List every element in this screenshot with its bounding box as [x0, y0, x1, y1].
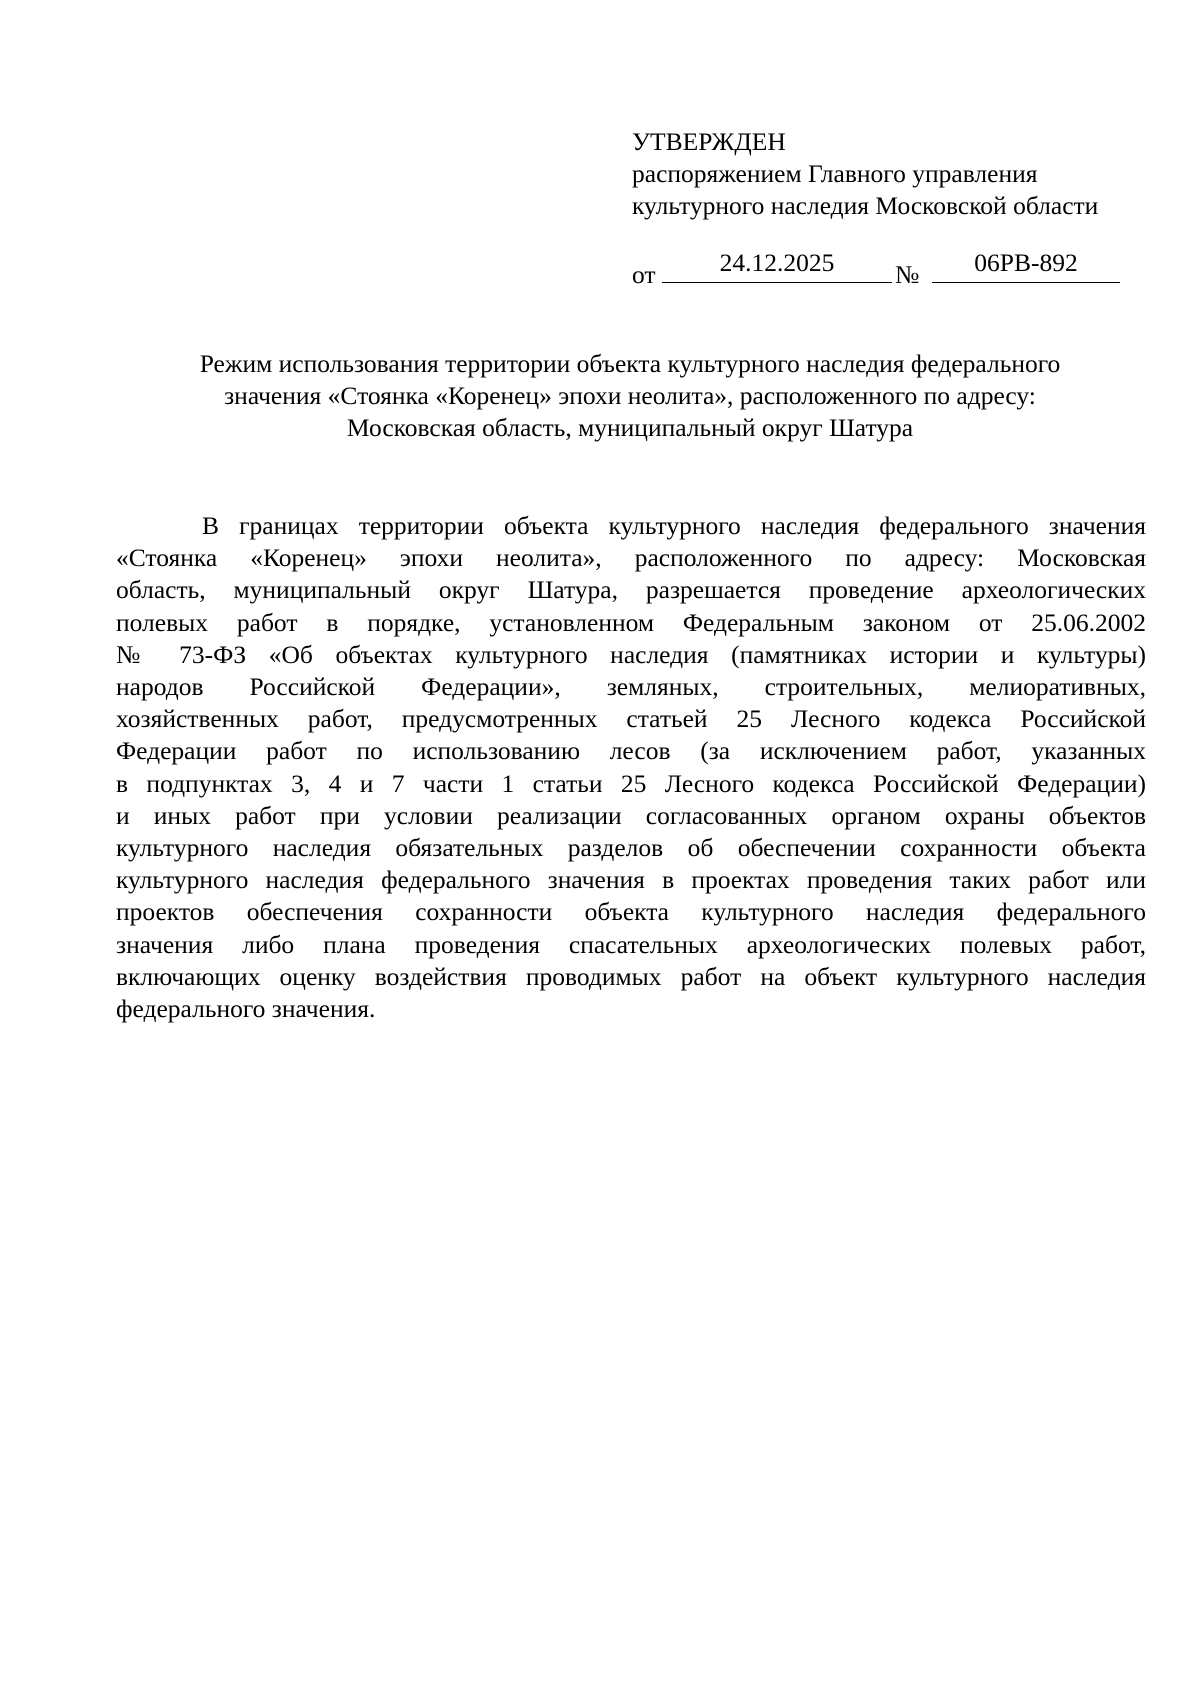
body-line: полевых работ в порядке, установленном Федеральным законом от 25.06.2002: [116, 607, 1146, 637]
approval-line-2: культурного наследия Московской области: [632, 191, 1099, 220]
body-paragraph: [116, 510, 1146, 1025]
body-line: значения либо плана проведения спасательных археологических полевых работ,: [116, 929, 1146, 959]
title-line: Режим использования территории объекта культурного наследия федерального: [199, 349, 1061, 378]
date-prefix: от: [632, 260, 656, 289]
body-line: и иных работ при условии реализации согласованных органом охраны объектов: [116, 800, 1146, 830]
body-line: «Стоянка «Коренец» эпохи неолита», расположенного по адресу: Московская: [116, 543, 1146, 573]
body-line: проектов обеспечения сохранности объекта культурного наследия федерального: [116, 897, 1146, 927]
body-line: народов Российской Федерации», земляных, строительных, мелиоративных,: [116, 672, 1146, 702]
document-date: 24.12.2025: [662, 248, 892, 283]
title-line: Московская область, муниципальный округ Шатура: [346, 413, 914, 442]
body-line: федерального значения.: [116, 994, 376, 1024]
approval-stamp: [632, 126, 1152, 222]
document-title: [118, 348, 1142, 444]
body-line: культурного наследия федерального значения в проектах проведения таких работ или: [116, 865, 1146, 895]
body-line: № 73-ФЗ «Об объектах культурного наследия (памятниках истории и культуры): [116, 639, 1146, 669]
body-line: хозяйственных работ, предусмотренных статьей 25 Лесного кодекса Российской: [116, 704, 1146, 734]
body-line: включающих оценку воздействия проводимых работ на объект культурного наследия: [116, 961, 1146, 991]
body-line: область, муниципальный округ Шатура, разрешается проведение археологических: [116, 575, 1146, 605]
body-line: Федерации работ по использованию лесов (за исключением работ, указанных: [116, 736, 1146, 766]
document-number: 06РВ-892: [932, 248, 1120, 283]
registration-block: [632, 248, 1132, 288]
body-line: в подпунктах 3, 4 и 7 части 1 статьи 25 Лесного кодекса Российской Федерации): [116, 768, 1146, 798]
title-line: значения «Стоянка «Коренец» эпохи неолита», расположенного по адресу:: [224, 381, 1036, 410]
body-line: культурного наследия обязательных разделов об обеспечении сохранности объекта: [116, 833, 1146, 863]
approval-line-1: распоряжением Главного управления: [632, 159, 1038, 188]
body-line: В границах территории объекта культурного наследия федерального значения: [202, 511, 1146, 540]
approval-heading: УТВЕРЖДЕН: [632, 127, 786, 156]
number-sign: №: [895, 260, 920, 289]
